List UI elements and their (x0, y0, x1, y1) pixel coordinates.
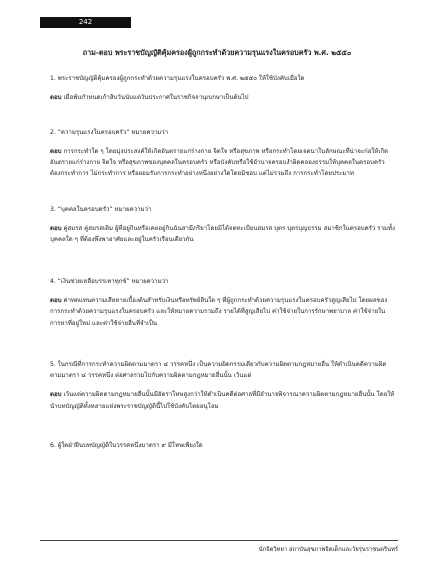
answer-1 (50, 92, 395, 103)
answer-4 (50, 295, 395, 329)
answer-label: ตอบ (50, 391, 62, 399)
answer-text: คู่สมรส คู่สมรสเดิม ผู้ที่อยู่กินหรือเคยอยู่กินฉันสามีภริยาโดยมิได้จดทะเบียนสมรส บุตร บุตรบุญธรรม สมาชิกในครอบครัว รวมทั้งบุคคลใด ๆ ที่ต้องพึ่งพาอาศัยและอยู่ในครัวเรือนเดียวกัน (50, 225, 396, 244)
answer-label: ตอบ (50, 296, 62, 304)
answer-text: การกระทำใด ๆ โดยมุ่งประสงค์ให้เกิดอันตรายแก่ร่างกาย จิตใจ หรือสุขภาพ หรือกระทำโดยเจตนาในลักษณะที่น่าจะก่อให้เกิดอันตรายแก่ร่างกาย จิตใจ หรือสุขภาพของบุคคลในครอบครัว หรือบังคับหรือใช้อำนาจครอบงำผิดคลองธรรมให้บุคคลในครอบครัวต้องกระทำการ ไม่กระทำการ หรือยอมรับการกระทำอย่างหนึ่งอย่างใดโดยมิชอบ แต่ไม่รวมถึง การกระทำโดยประมาท (50, 147, 389, 178)
question-5: 5. ในกรณีที่การกระทำความผิดตามมาตรา ๔ วรรคหนึ่ง เป็นความผิดกรรมเดียวกับความผิดตามกฎหมายอื่น ให้ดำเนินคดีความผิดตามมาตรา ๔ วรรคหนึ่ง ต่อศาลรวมไปกับความผิดตามกฎหมายอื่นนั้น เว้นแต่ (50, 360, 387, 380)
answer-label: ตอบ (50, 225, 62, 233)
answer-label: ตอบ (50, 147, 62, 155)
qa-item-1 (50, 73, 395, 104)
answer-text: เมื่อพ้นกำหนดเก้าสิบวันนับแต่วันประกาศในราชกิจจานุเบกษาเป็นต้นไป (63, 94, 249, 102)
answer-2 (50, 146, 395, 180)
answer-5 (50, 389, 395, 412)
answer-text: เว้นแต่ความผิดตามกฎหมายอื่นนั้นมีอัตราโทษสูงกว่าให้ดำเนินคดีต่อศาลที่มีอำนาจพิจารณาความผิดตามกฎหมายอื่นนั้น โดยให้นำบทบัญญัติทั้งหลายแห่งพระราชบัญญัตินี้ไปใช้บังคับโดยอนุโลม (50, 391, 395, 410)
qa-item-2 (50, 127, 395, 180)
question-2: 2. “ความรุนแรงในครอบครัว” หมายความว่า (50, 128, 169, 136)
question-6: 6. ผู้ใดฝ่าฝืนบทบัญญัติในวรรคหนึ่งมาตรา ๙ มีโทษเพียงใด (50, 442, 203, 450)
answer-3 (50, 223, 395, 246)
qa-item-3 (50, 204, 395, 246)
page-footer: นักจิตวิทยา สถาบันสุขภาพจิตเด็กและวัยรุ่นราชนครินทร์ (40, 540, 398, 560)
page-title: ถาม-ตอบ พระราชบัญญัติคุ้มครองผู้ถูกกระทำด้วยความรุนแรงในครอบครัว พ.ศ. ๒๕๕๐ (82, 48, 352, 57)
question-4: 4. “เงินช่วยเหลือบรรเทาทุกข์” หมายความว่า (50, 277, 169, 285)
qa-content (50, 73, 395, 451)
answer-text: ค่าทดแทนความเสียหายเบื้องต้นสำหรับเงินหรือทรัพย์สินใด ๆ ที่ผู้ถูกกระทำด้วยความรุนแรงในครอบครัวสูญเสียไป โดยผลของการกระทำด้วยความรุนแรงในครอบครัว และให้หมายความรวมถึง รายได้ที่สูญเสียไป ค่าใช้จ่ายในการรักษาพยาบาล ค่าใช้จ่ายในการหาที่อยู่ใหม่ และค่าใช้จ่ายอื่นที่จำเป็น (50, 296, 388, 327)
qa-item-6 (50, 440, 395, 451)
qa-item-4 (50, 276, 395, 329)
question-3: 3. “บุคคลในครอบครัว” หมายความว่า (50, 205, 152, 213)
page-number: 242 (40, 17, 131, 28)
qa-item-5 (50, 359, 395, 412)
answer-label: ตอบ (50, 94, 62, 102)
question-1: 1. พระราชบัญญัติคุ้มครองผู้ถูกกระทำด้วยความรุนแรงในครอบครัว พ.ศ. ๒๕๕๐ ให้ใช้บังคับเมื่อใด (50, 75, 305, 82)
